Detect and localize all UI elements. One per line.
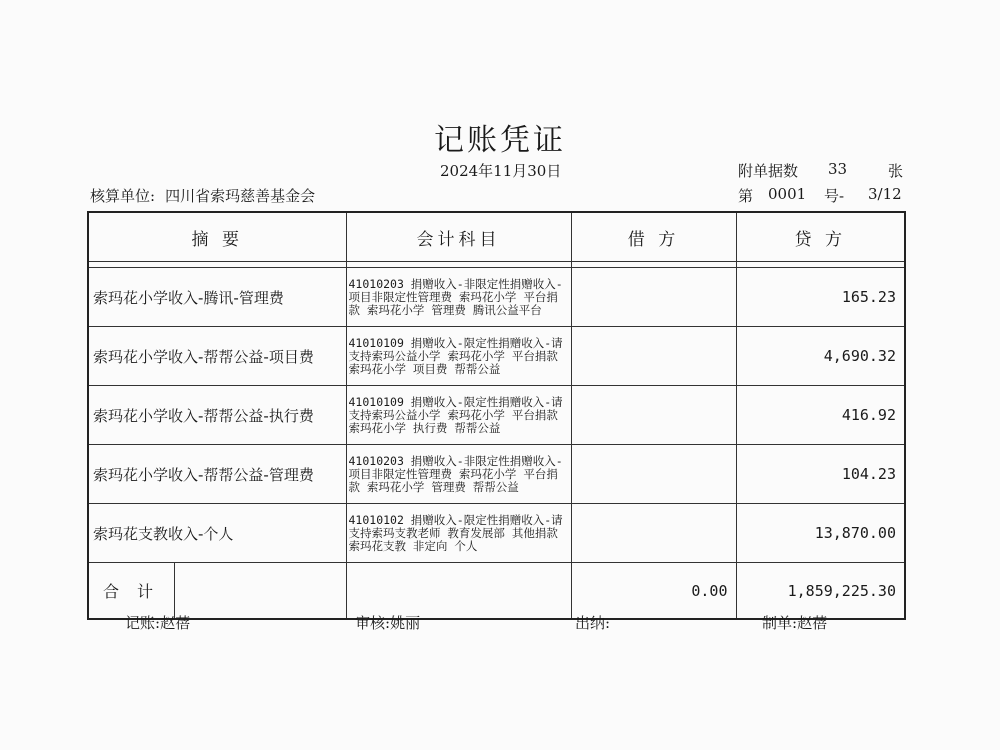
- row-summary: 索玛花支教收入-个人: [88, 504, 346, 563]
- row-debit: [571, 386, 736, 445]
- total-label: 合计: [88, 563, 174, 620]
- attachment-label: 附单据数: [738, 162, 799, 180]
- voucher-page: 3/12: [868, 185, 902, 203]
- row-credit: 165.23: [736, 268, 905, 327]
- unit-name: 四川省索玛慈善基金会: [165, 187, 316, 205]
- row-debit: [571, 504, 736, 563]
- ledger-table: [87, 211, 906, 620]
- column-header-credit: 贷 方: [736, 212, 905, 262]
- attachment-count: 33: [828, 160, 848, 178]
- row-credit: 13,870.00: [736, 504, 905, 563]
- row-subject: 41010203 捐赠收入-非限定性捐赠收入-项目非限定性管理费 索玛花小学 平台捐款 索玛花小学 管理费 帮帮公益: [346, 445, 571, 504]
- preparer-name: 赵蓓: [797, 614, 828, 632]
- total-blank-cell: [174, 563, 346, 620]
- table-header-row: [88, 212, 905, 262]
- cashier-signoff: [575, 612, 610, 633]
- reviewer-label: 审核:: [355, 614, 391, 632]
- voucher-number: 0001: [768, 185, 807, 203]
- row-debit: [571, 268, 736, 327]
- voucher-title: 记账凭证: [434, 123, 566, 158]
- total-subject-cell: [346, 563, 571, 620]
- row-credit: 104.23: [736, 445, 905, 504]
- row-credit: 4,690.32: [736, 327, 905, 386]
- bookkeeper-name: 赵蓓: [160, 614, 191, 632]
- preparer-label: 制单:: [762, 614, 798, 632]
- row-summary: 索玛花小学收入-帮帮公益-项目费: [88, 327, 346, 386]
- row-summary: 索玛花小学收入-腾讯-管理费: [88, 268, 346, 327]
- table-row: [88, 268, 905, 327]
- row-subject: 41010203 捐赠收入-非限定性捐赠收入-项目非限定性管理费 索玛花小学 平台捐款 索玛花小学 管理费 腾讯公益平台: [346, 268, 571, 327]
- table-row: [88, 386, 905, 445]
- table-row: [88, 445, 905, 504]
- unit-label: 核算单位:: [90, 187, 156, 205]
- bookkeeper-signoff: [125, 612, 190, 633]
- row-summary: 索玛花小学收入-帮帮公益-管理费: [88, 445, 346, 504]
- row-summary: 索玛花小学收入-帮帮公益-执行费: [88, 386, 346, 445]
- voucher-date: 2024年11月30日: [440, 162, 562, 180]
- reviewer-name: 姚丽: [390, 614, 421, 632]
- column-header-debit: 借 方: [571, 212, 736, 262]
- total-row: [88, 563, 905, 620]
- table-row: [88, 327, 905, 386]
- accounting-unit: [90, 185, 315, 206]
- column-header-summary: 摘 要: [88, 212, 346, 262]
- row-subject: 41010109 捐赠收入-限定性捐赠收入-请支持索玛公益小学 索玛花小学 平台捐款 索玛花小学 执行费 帮帮公益: [346, 386, 571, 445]
- cashier-label: 出纳:: [575, 614, 611, 632]
- row-credit: 416.92: [736, 386, 905, 445]
- row-debit: [571, 445, 736, 504]
- voucher-suffix: 号-: [824, 187, 845, 205]
- total-debit: 0.00: [571, 563, 736, 620]
- reviewer-signoff: [355, 612, 420, 633]
- table-row: [88, 504, 905, 563]
- total-credit: 1,859,225.30: [736, 563, 905, 620]
- row-debit: [571, 327, 736, 386]
- attachment-unit: 张: [888, 162, 904, 180]
- column-header-subject: 会计科目: [346, 212, 571, 262]
- row-subject: 41010109 捐赠收入-限定性捐赠收入-请支持索玛公益小学 索玛花小学 平台捐款 索玛花小学 项目费 帮帮公益: [346, 327, 571, 386]
- preparer-signoff: [762, 612, 827, 633]
- voucher-prefix: 第: [738, 187, 754, 205]
- bookkeeper-label: 记账:: [125, 614, 161, 632]
- attachment-info: [738, 160, 904, 181]
- row-subject: 41010102 捐赠收入-限定性捐赠收入-请支持索玛支教老师 教育发展部 其他捐款 索玛花支教 非定向 个人: [346, 504, 571, 563]
